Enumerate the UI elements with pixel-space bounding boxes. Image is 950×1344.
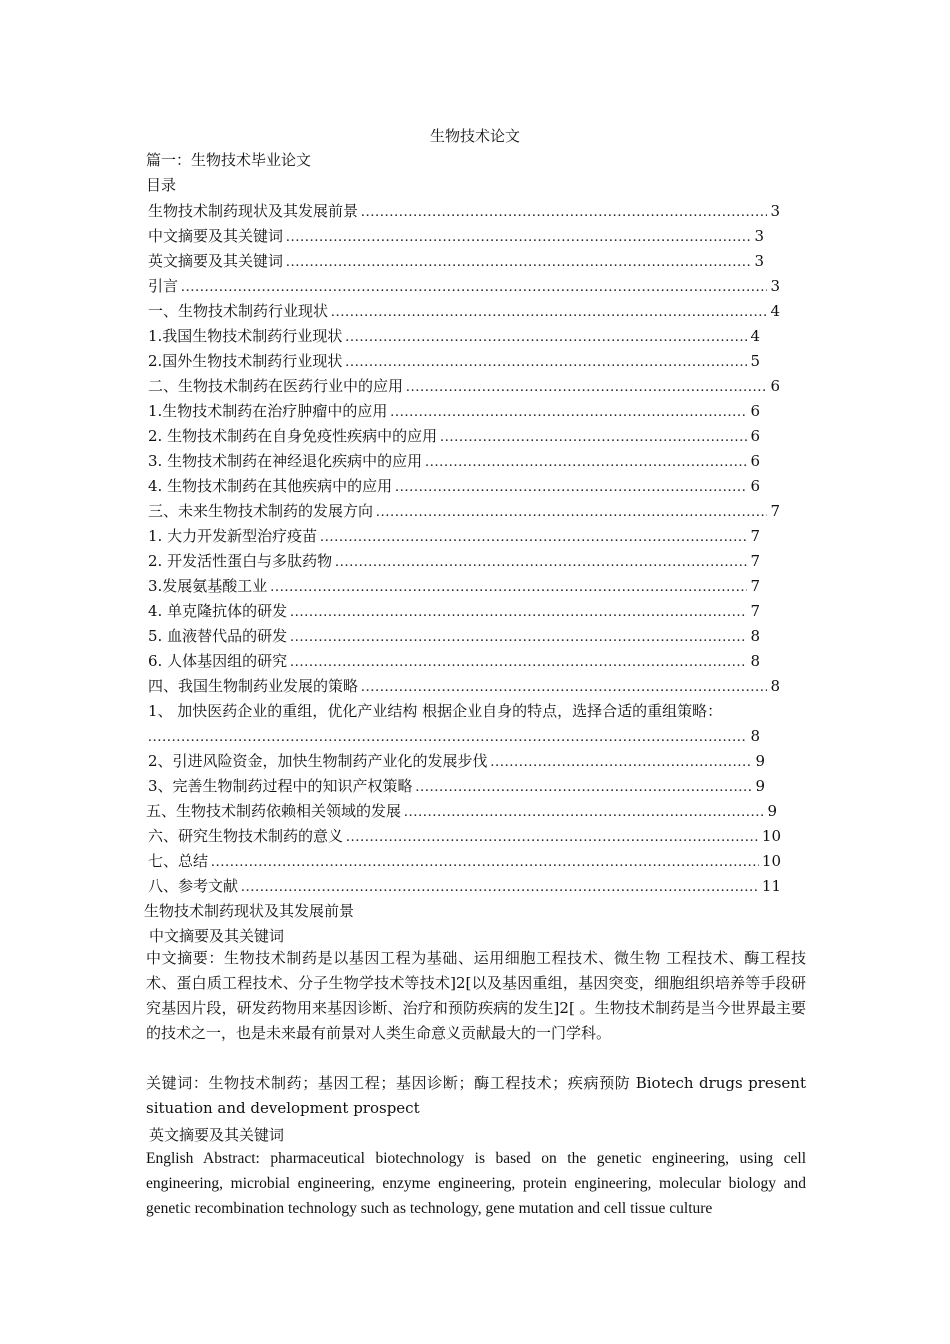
- toc-entry[interactable]: 2、引进风险资金，加快生物制药产业化的发展步伐 ..... 9: [148, 751, 765, 771]
- toc-entry[interactable]: 4. 生物技术制药在其他疾病中的应用 ..... 6: [148, 476, 760, 496]
- toc-entry[interactable]: 2. 开发活性蛋白与多肽药物 ..... 7: [148, 551, 760, 571]
- toc-entry[interactable]: 引言 ..... 3: [148, 276, 780, 296]
- toc-entry-wrapped-text[interactable]: 1、 加快医药企业的重组，优化产业结构 根据企业自身的特点，选择合适的重组策略：: [148, 702, 723, 720]
- toc-entry[interactable]: 中文摘要及其关键词 ..... 3: [148, 226, 764, 246]
- toc-entry[interactable]: 3.发展氨基酸工业 ..... 7: [148, 576, 760, 596]
- toc-entry[interactable]: 八、参考文献 ..... 11: [148, 876, 781, 896]
- toc-entry[interactable]: 1. 大力开发新型治疗疫苗 ..... 7: [148, 526, 760, 546]
- toc-entry[interactable]: ..... 8: [148, 726, 760, 746]
- toc-entry[interactable]: 3. 生物技术制药在神经退化疾病中的应用 ..... 6: [148, 451, 760, 471]
- en-abstract-heading: 英文摘要及其关键词: [149, 1126, 285, 1144]
- toc-entry[interactable]: 二、生物技术制药在医药行业中的应用 ..... 6: [148, 376, 780, 396]
- cn-abstract: 中文摘要：生物技术制药是以基因工程为基础、运用细胞工程技术、微生物 工程技术、酶工程技术、蛋白质工程技术、分子生物学技术等技术]2[以及基因重组，基因突变，细胞组织培养等手段研究基因片段，研发药物用来基因诊断、治疗和预防疾病的发生]2[ 。生物技术制药是当今世界最主要的技术之一，也是未来最有前景对人类生命意义贡献最大的一门学科。: [146, 949, 806, 1042]
- part-heading: 篇一：生物技术毕业论文: [146, 151, 312, 169]
- toc-entry[interactable]: 英文摘要及其关键词 ..... 3: [148, 251, 764, 271]
- toc-entry[interactable]: 2.国外生物技术制药行业现状 ..... 5: [148, 351, 760, 371]
- toc-entry[interactable]: 3、完善生物制药过程中的知识产权策略 ..... 9: [148, 776, 765, 796]
- toc-entry[interactable]: 1.我国生物技术制药行业现状 ..... 4: [148, 326, 760, 346]
- toc-entry[interactable]: 三、未来生物技术制药的发展方向 ..... 7: [148, 501, 780, 521]
- toc-entry[interactable]: 6. 人体基因组的研究 ..... 8: [148, 651, 760, 671]
- toc-entry[interactable]: 1.生物技术制药在治疗肿瘤中的应用 ..... 6: [148, 401, 760, 421]
- en-abstract: English Abstract: pharmaceutical biotechnology is based on the genetic engineering, using cell engineering, microbial engineering, enzyme engineering, protein engineering, molecular biology and genetic recombination technology such as technology, gene mutation and cell tissue culture: [146, 1150, 806, 1217]
- toc-entry[interactable]: 七、总结 ..... 10: [148, 851, 781, 871]
- toc-entry[interactable]: 四、我国生物制药业发展的策略 ..... 8: [148, 676, 780, 696]
- toc-heading: 目录: [146, 176, 177, 194]
- toc-entry[interactable]: 六、研究生物技术制药的意义 ..... 10: [148, 826, 781, 846]
- cn-abstract-heading: 中文摘要及其关键词: [149, 927, 285, 945]
- toc-entry[interactable]: 生物技术制药现状及其发展前景 ..... 3: [148, 201, 780, 221]
- toc-entry[interactable]: 4. 单克隆抗体的研发 ..... 7: [148, 601, 760, 621]
- toc-entry[interactable]: 2. 生物技术制药在自身免疫性疾病中的应用 ..... 6: [148, 426, 760, 446]
- document-title: 生物技术论文: [429, 127, 520, 145]
- toc-entry[interactable]: 五、生物技术制药依赖相关领域的发展 ..... 9: [146, 801, 777, 821]
- section-heading: 生物技术制药现状及其发展前景: [144, 902, 355, 920]
- keywords: 关键词：生物技术制药；基因工程；基因诊断；酶工程技术；疾病预防 Biotech drugs present situation and development prospect: [146, 1074, 806, 1117]
- toc-entry[interactable]: 5. 血液替代品的研发 ..... 8: [148, 626, 760, 646]
- toc-entry[interactable]: 一、生物技术制药行业现状 ..... 4: [148, 301, 780, 321]
